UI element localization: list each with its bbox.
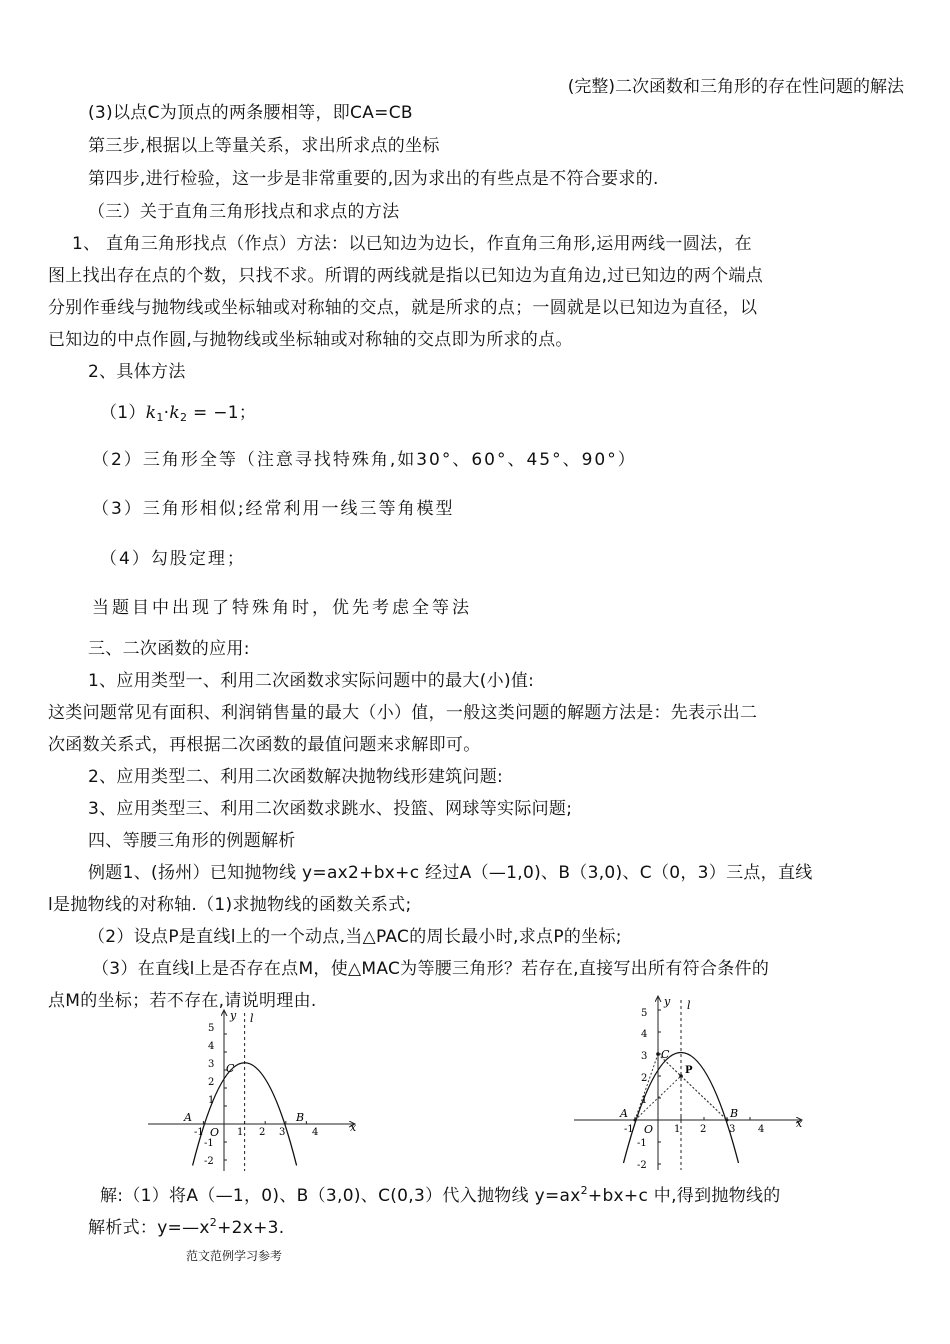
solution-line [100, 1181, 781, 1206]
solution-line [88, 1213, 284, 1238]
formula-sub1: 1 [156, 411, 164, 424]
y-tick-label: -2 [204, 1156, 214, 1167]
point-p-label: P [685, 1065, 693, 1076]
x-tick-label: 2 [700, 1124, 707, 1135]
text-line: 2、应用类型二、利用二次函数解决抛物线形建筑问题: [88, 767, 504, 787]
y-tick-label: 3 [641, 1051, 648, 1062]
y-tick-label: 5 [641, 1008, 648, 1019]
point-p-dot [679, 1074, 683, 1078]
origin-label: O [210, 1126, 220, 1139]
text-line: 2、具体方法 [88, 362, 186, 382]
text-line: 1、 直角三角形找点（作点）方法：以已知边为边长，作直角三角形,运用两线一圆法，在 [72, 234, 752, 254]
y-tick-label: 3 [208, 1059, 215, 1070]
text-line: 1、应用类型一、利用二次函数求实际问题中的最大(小)值: [88, 671, 535, 691]
solution-text-b: +bx+c 中,得到抛物线的 [587, 1186, 781, 1206]
page-header-title: (完整)二次函数和三角形的存在性问题的解法 [567, 77, 904, 97]
text-line: l是抛物线的对称轴.（1)求抛物线的函数关系式; [48, 895, 412, 915]
section-heading: 三、二次函数的应用: [88, 639, 250, 659]
y-tick-label: 4 [208, 1041, 215, 1052]
point-b-label: B [296, 1111, 305, 1124]
text-line: 点M的坐标；若不存在,请说明理由. [48, 991, 317, 1011]
superscript: 2 [209, 1216, 218, 1229]
text-line: （3）三角形相似;经常利用一线三等角模型 [92, 499, 455, 519]
text-line: 图上找出存在点的个数，只找不求。所谓的两线就是指以已知边为直角边,过已知边的两个端点 [48, 266, 764, 286]
parabola-figure-2 [570, 990, 810, 1175]
x-tick-label: 1 [674, 1124, 681, 1135]
x-tick-label: -1 [624, 1124, 634, 1135]
point-a-label: A [184, 1111, 192, 1124]
formula-rest: = −1； [187, 403, 257, 423]
point-c-label: C [661, 1048, 670, 1061]
y-tick-label: -1 [637, 1138, 647, 1149]
x-tick-label: 4 [758, 1124, 765, 1135]
y-axis-label: y [664, 995, 671, 1008]
text-line: （2）三角形全等（注意寻找特殊角,如30°、60°、45°、90°） [92, 450, 637, 470]
text-line: （4）勾股定理； [100, 549, 246, 569]
y-tick-label: 2 [208, 1077, 215, 1088]
text-line: 这类问题常见有面积、利润销售量的最大（小）值，一般这类问题的解题方法是：先表示出二 [48, 703, 758, 723]
solution-text-a: 解:（1）将A（—1，0)、B（3,0)、C(0,3）代入抛物线 y=ax [100, 1186, 581, 1206]
x-axis-label: x [796, 1117, 803, 1130]
formula-line [100, 403, 256, 428]
formula-k1: k [145, 403, 157, 423]
text-line: 第三步,根据以上等量关系，求出所求点的坐标 [88, 136, 440, 156]
solution-text-a: 解析式：y=—x [88, 1218, 210, 1238]
text-line: 次函数关系式，再根据二次函数的最值问题来求解即可。 [48, 735, 481, 755]
x-tick-label: 3 [279, 1127, 286, 1138]
x-tick-label: -1 [194, 1127, 204, 1138]
x-tick-label: 1 [237, 1127, 244, 1138]
page-footer: 范文范例学习参考 [186, 1249, 283, 1263]
superscript: 2 [580, 1184, 588, 1197]
text-line: (3)以点C为顶点的两条腰相等，即CA=CB [88, 103, 413, 123]
solution-text-b: +2x+3. [217, 1218, 285, 1238]
formula-sub2: 2 [179, 411, 188, 424]
line-l-label: l [250, 1012, 254, 1025]
y-tick-label: 5 [208, 1023, 215, 1034]
y-tick-label: -1 [204, 1138, 214, 1149]
item-number: （1） [100, 403, 146, 423]
text-line: （3）在直线l上是否存在点M，使△MAC为等腰三角形？若存在,直接写出所有符合条件的 [92, 959, 770, 979]
text-line: 已知边的中点作圆,与抛物线或坐标轴或对称轴的交点即为所求的点。 [48, 330, 573, 350]
text-line: 3、应用类型三、利用二次函数求跳水、投篮、网球等实际问题; [88, 799, 573, 819]
text-line: 第四步,进行检验，这一步是非常重要的,因为求出的有些点是不符合要求的. [88, 169, 659, 189]
y-tick-label: 2 [641, 1073, 648, 1084]
y-tick-label: 4 [641, 1029, 648, 1040]
formula-k2: k [169, 403, 180, 423]
text-line: （2）设点P是直线l上的一个动点,当△PAC的周长最小时,求点P的坐标; [88, 927, 622, 947]
y-axis-label: y [230, 1009, 237, 1022]
y-tick-label: 1 [208, 1095, 215, 1106]
x-axis-label: x [350, 1121, 357, 1134]
x-tick-label: 3 [729, 1124, 736, 1135]
line-l-label: l [687, 999, 691, 1012]
text-line: 分别作垂线与抛物线或坐标轴或对称轴的交点，就是所求的点；一圆就是以已知边为直径，以 [48, 298, 758, 318]
section-heading: 四、等腰三角形的例题解析 [88, 831, 296, 851]
parabola-figure-1 [140, 1005, 370, 1175]
x-tick-label: 2 [259, 1127, 266, 1138]
origin-label: O [644, 1123, 654, 1136]
point-a-label: A [620, 1107, 628, 1120]
y-tick-label: 1 [641, 1095, 648, 1106]
text-line: 例题1、(扬州）已知抛物线 y=ax2+bx+c 经过A（—1,0)、B（3,0)、C（0，3）三点，直线 [88, 863, 813, 883]
text-line: 当题目中出现了特殊角时，优先考虑全等法 [92, 598, 472, 618]
formula-dot: · [163, 403, 170, 423]
section-heading: （三）关于直角三角形找点和求点的方法 [88, 202, 400, 222]
point-c-label: C [226, 1062, 235, 1075]
point-b-label: B [730, 1107, 739, 1120]
y-tick-label: -2 [637, 1160, 647, 1171]
x-tick-label: 4 [312, 1127, 319, 1138]
